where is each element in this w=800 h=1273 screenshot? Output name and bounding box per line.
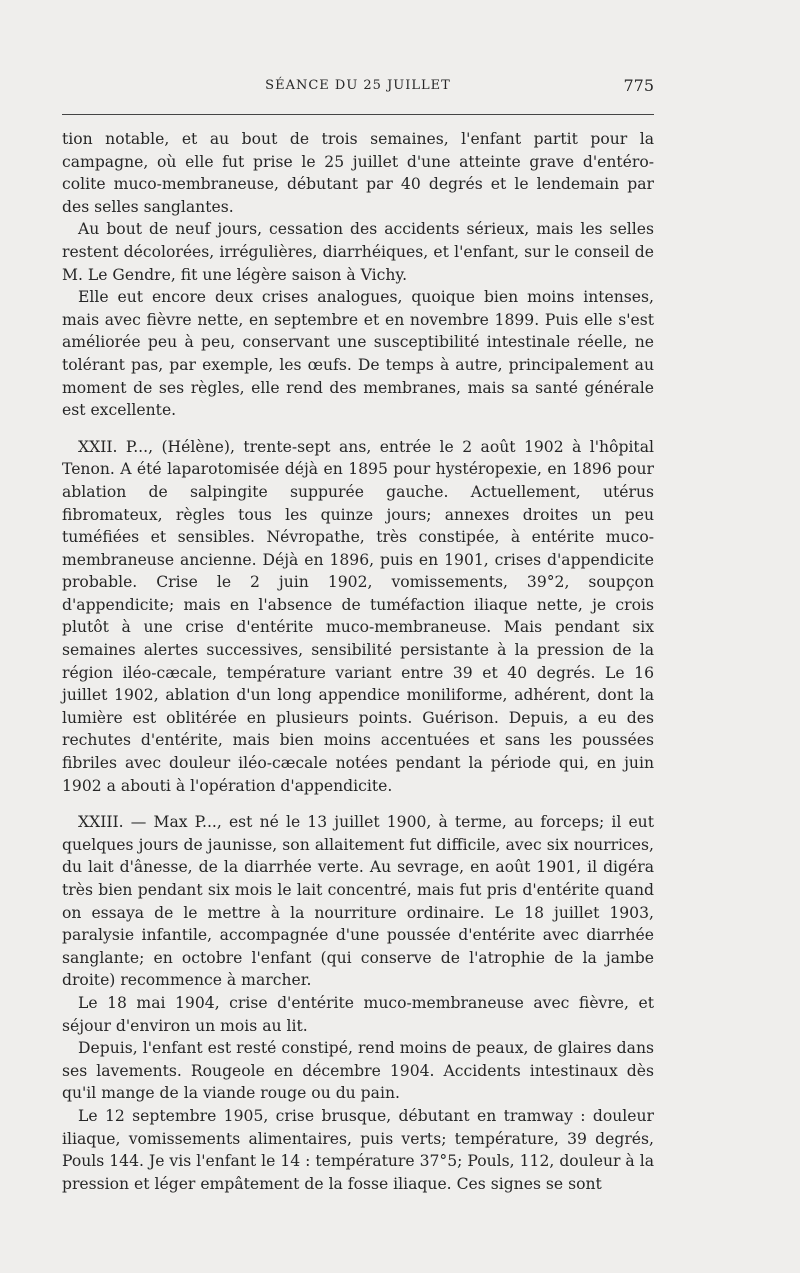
paragraph: Le 18 mai 1904, crise d'entérite muco-membraneuse avec fièvre, et séjour d'environ un mois au lit.	[62, 993, 654, 1035]
case-paragraph: XXII. P..., (Hélène), trente-sept ans, entrée le 2 août 1902 à l'hôpital Tenon. A été laparotomisée déjà en 1895 pour hystéropexie, en 1896 pour ablation de salpingite suppurée gauche. Actuellement, utérus fibromateux, règles tous les quinze jours; annexes droites un peu tuméfiées et sensibles. Névropathe, très constipée, à entérite muco-membraneuse ancienne. Déjà en 1896, puis en 1901, crises d'appendicite probable. Crise le 2 juin 1902, vomissements, 39°2, soupçon d'appendicite; mais en l'absence de tuméfaction iliaque nette, je crois plutôt à une crise d'entérite muco-membraneuse. Mais pendant six semaines alertes successives, sensibilité persistante à la pression de la région iléo-cæcale, température variant entre 39 et 40 degrés. Le 16 juillet 1902, ablation d'un long appendice moniliforme, adhérent, dont la lumière est oblitérée en plusieurs points. Guérison. Depuis, a eu des rechutes d'entérite, mais bien moins accentuées et sans les poussées fibriles avec douleur iléo-cæcale notées pendant la période qui, en juin 1902 a abouti à l'opération d'appendicite.	[62, 437, 654, 795]
paragraph: Elle eut encore deux crises analogues, quoique bien moins intenses, mais avec fièvre nette, en septembre et en novembre 1899. Puis elle s'est améliorée peu à peu, conservant une susceptibilité intestinale réelle, ne tolérant pas, par exemple, les œufs. De temps à autre, principalement au moment de ses règles, elle rend des membranes, mais sa santé générale est excellente.	[62, 288, 654, 420]
paragraph: Le 12 septembre 1905, crise brusque, débutant en tramway : douleur iliaque, vomissements alimentaires, puis verts; température, 39 degrés, Pouls 144. Je vis l'enfant le 14 : température 37°5; Pouls, 112, douleur à la pression et léger empâtement de la fosse iliaque. Ces signes se sont	[62, 1106, 654, 1193]
paragraph: Depuis, l'enfant est resté constipé, rend moins de peaux, de glaires dans ses lavements. Rougeole en décembre 1904. Accidents intestinaux dès qu'il mange de la viande rouge ou du pain.	[62, 1039, 654, 1103]
body-text	[62, 128, 654, 1195]
page-number: 775	[623, 76, 654, 95]
case-paragraph: XXIII. — Max P..., est né le 13 juillet 1900, à terme, au forceps; il eut quelques jours de jaunisse, son allaitement fut difficile, avec six nourrices, du lait d'ânesse, de la diarrhée verte. Au sevrage, en août 1901, il digéra très bien pendant six mois le lait concentré, mais fut pris d'entérite quand on essaya de le mettre à la nourriture ordinaire. Le 18 juillet 1903, paralysie infantile, accompagnée d'une poussée d'entérite avec diarrhée sanglante; en octobre l'enfant (qui conserve de l'atrophie de la jambe droite) recommence à marcher.	[62, 813, 654, 990]
header-rule	[62, 114, 654, 115]
page-header	[62, 78, 654, 100]
paragraph: Au bout de neuf jours, cessation des accidents sérieux, mais les selles restent décolorées, irrégulières, diarrhéiques, et l'enfant, sur le conseil de M. Le Gendre, fit une légère saison à Vichy.	[62, 220, 654, 284]
running-head: SÉANCE DU 25 JUILLET	[265, 78, 451, 93]
paragraph: tion notable, et au bout de trois semaines, l'enfant partit pour la campagne, où elle fut prise le 25 juillet d'une atteinte grave d'entéro-colite muco-membraneuse, débutant par 40 degrés et le lendemain par des selles sanglantes.	[62, 130, 654, 216]
